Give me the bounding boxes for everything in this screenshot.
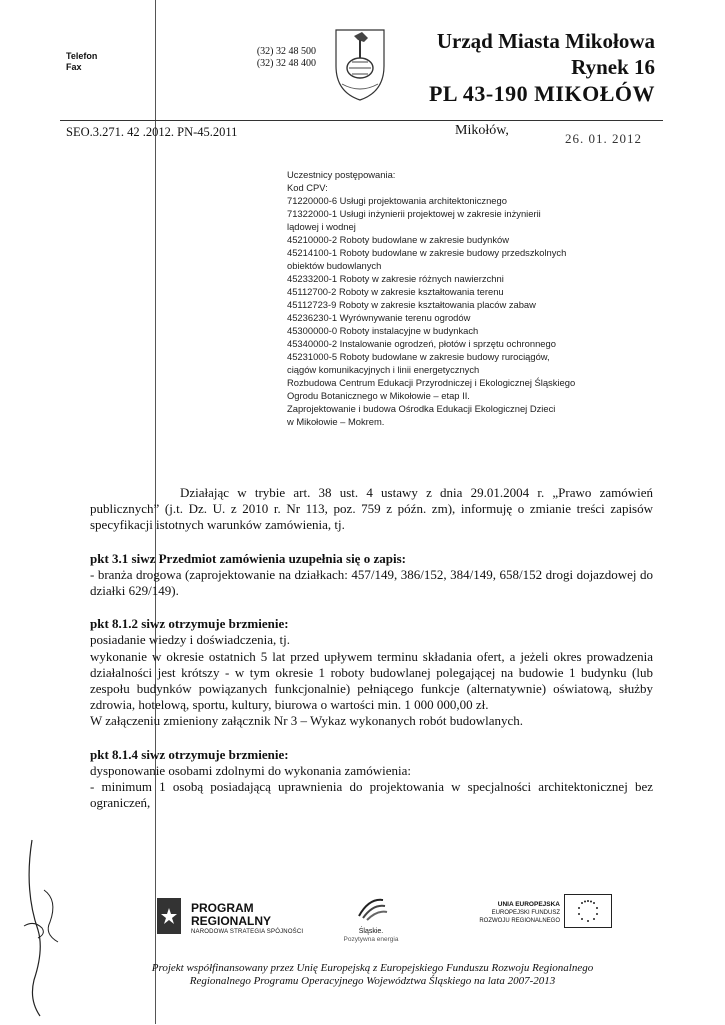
slaskie-logo <box>336 894 406 950</box>
fax-label: Fax <box>66 62 82 72</box>
recipient-line: ciągów komunikacyjnych i linii energetycznych <box>287 364 480 375</box>
recipient-line: Zaprojektowanie i budowa Ośrodka Edukacji Ekologicznej Dzieci <box>287 403 556 414</box>
section-8-1-2-para-1: posiadanie wiedzy i doświadczenia, tj. <box>90 632 290 648</box>
telefon-label: Telefon <box>66 51 98 61</box>
section-8-1-2-para-2: wykonanie w okresie ostatnich 5 lat przed upływem terminu składania ofert, a jeżeli okres prowadzenia działalności jest krótszy - w tym okresie 1 roboty budowlanej polegającej na budowie 1 budynku (lub zespołu budynków powiązanych funkcjonalnie) pełniącego funkcje (alternatywnie) oświatową, służby zdrowia, hotelową, sportu, kultury, biurowa o wartości min. 1 000 000,00 zł. <box>90 648 653 713</box>
office-postal: PL 43-190 MIKOŁÓW <box>428 81 655 106</box>
telefon-value: (32) 32 48 500 <box>256 46 316 57</box>
recipient-line: 45300000-0 Roboty instalacyjne w budynkach <box>287 325 479 336</box>
slaskie-tagline: Pozytywna energia <box>343 936 399 943</box>
program-subtitle: NARODOWA STRATEGIA SPÓJNOŚCI <box>191 929 304 935</box>
recipient-line: 45112723-9 Roboty w zakresie kształtowania placów zabaw <box>287 299 536 310</box>
program-line-2: REGIONALNY <box>191 914 272 928</box>
recipient-line: lądowej i wodnej <box>287 221 356 232</box>
recipient-line: Kod CPV: <box>287 182 328 193</box>
section-8-1-2-para-3: W załączeniu zmieniony załącznik Nr 3 – Wykaz wykonanych robót budowlanych. <box>90 713 523 729</box>
header-divider <box>60 120 663 121</box>
recipient-line: 45112700-2 Roboty w zakresie kształtowania terenu <box>287 286 504 297</box>
office-address <box>380 28 655 108</box>
recipient-line: Ogrodu Botanicznego w Mikołowie – etap II. <box>287 390 470 401</box>
eu-text-block <box>455 900 560 925</box>
eu-flag-icon <box>564 894 612 933</box>
recipient-line: obiektów budowlanych <box>287 260 382 271</box>
eu-line-3: ROZWOJU REGIONALNEGO <box>479 918 560 924</box>
letter-body <box>90 485 653 811</box>
section-8-1-4-para-1: dysponowanie osobami zdolnymi do wykonania zamówienia: <box>90 762 411 778</box>
cofinancing-line-1: Projekt współfinansowany przez Unię Europejską z Europejskiego Funduszu Rozwoju Regionalnego <box>151 962 594 974</box>
date-stamp: 26. 01. 2012 <box>565 131 642 146</box>
recipient-line: 45236230-1 Wyrównywanie terenu ogrodów <box>287 312 471 323</box>
recipient-line: Rozbudowa Centrum Edukacji Przyrodniczej i Ekologicznej Śląskiego <box>287 377 576 388</box>
slaskie-waves-icon <box>351 894 391 922</box>
program-star-icon <box>155 896 185 936</box>
recipient-line: 45210000-2 Roboty budowlane w zakresie budynków <box>287 234 510 245</box>
recipient-line: w Mikołowie – Mokrem. <box>287 416 385 427</box>
handwritten-signature <box>14 830 84 1020</box>
recipient-line: 45233200-1 Roboty w zakresie różnych nawierzchni <box>287 273 504 284</box>
section-3-1-text: - branża drogowa (zaprojektowanie na działkach: 457/149, 386/152, 384/149, 658/152 drogi dojazdowej do działki 629/149). <box>90 566 653 599</box>
section-8-1-4-heading: pkt 8.1.4 siwz otrzymuje brzmienie: <box>90 746 289 762</box>
recipient-line: Uczestnicy postępowania: <box>287 169 396 180</box>
program-line-1: PROGRAM <box>191 901 254 915</box>
recipient-line: 71220000-6 Usługi projektowania architektonicznego <box>287 195 507 206</box>
reference-number: SEO.3.271. 42 .2012. PN-45.2011 <box>66 125 238 139</box>
cofinancing-note <box>120 962 625 988</box>
recipient-line: 45214100-1 Roboty budowlane w zakresie budowy przedszkolnych <box>287 247 567 258</box>
eu-line-2: EUROPEJSKI FUNDUSZ <box>491 910 560 916</box>
place-label: Mikołów, <box>455 123 509 138</box>
cofinancing-line-2: Regionalnego Programu Operacyjnego Województwa Śląskiego na lata 2007-2013 <box>189 975 556 987</box>
contact-labels <box>66 51 97 73</box>
recipient-line: 45231000-5 Roboty budowlane w zakresie budowy rurociągów, <box>287 351 550 362</box>
recipient-line: 45340000-2 Instalowanie ogrodzeń, płotów i sprzętu ochronnego <box>287 338 556 349</box>
intro-paragraph: Działając w trybie art. 38 ust. 4 ustawy z dnia 29.01.2004 r. „Prawo zamówień publicznych” (j.t. Dz. U. z 2010 r. Nr 113, poz. 759 z późn. zm), informuję o zmianie treści zapisów specyfikacji istotnych warunków zamówienia, tj. <box>90 485 653 533</box>
recipients-list <box>287 168 667 428</box>
office-street: Rynek 16 <box>571 55 655 79</box>
contact-values <box>220 46 316 70</box>
eu-line-1: UNIA EUROPEJSKA <box>497 901 560 908</box>
section-8-1-4-para-2: - minimum 1 osobą posiadającą uprawnienia do projektowania w specjalności architektonicznej bez ograniczeń, <box>90 779 653 811</box>
fax-value: (32) 32 48 400 <box>256 58 316 69</box>
slaskie-name: Śląskie. <box>358 928 384 935</box>
section-3-1-heading: pkt 3.1 siwz Przedmiot zamówienia uzupełnia się o zapis: <box>90 550 406 566</box>
office-name: Urząd Miasta Mikołowa <box>436 29 655 53</box>
program-regionalny-logo <box>155 892 315 940</box>
section-8-1-2-heading: pkt 8.1.2 siwz otrzymuje brzmienie: <box>90 616 289 632</box>
recipient-line: 71322000-1 Usługi inżynierii projektowej w zakresie inżynierii <box>287 208 541 219</box>
